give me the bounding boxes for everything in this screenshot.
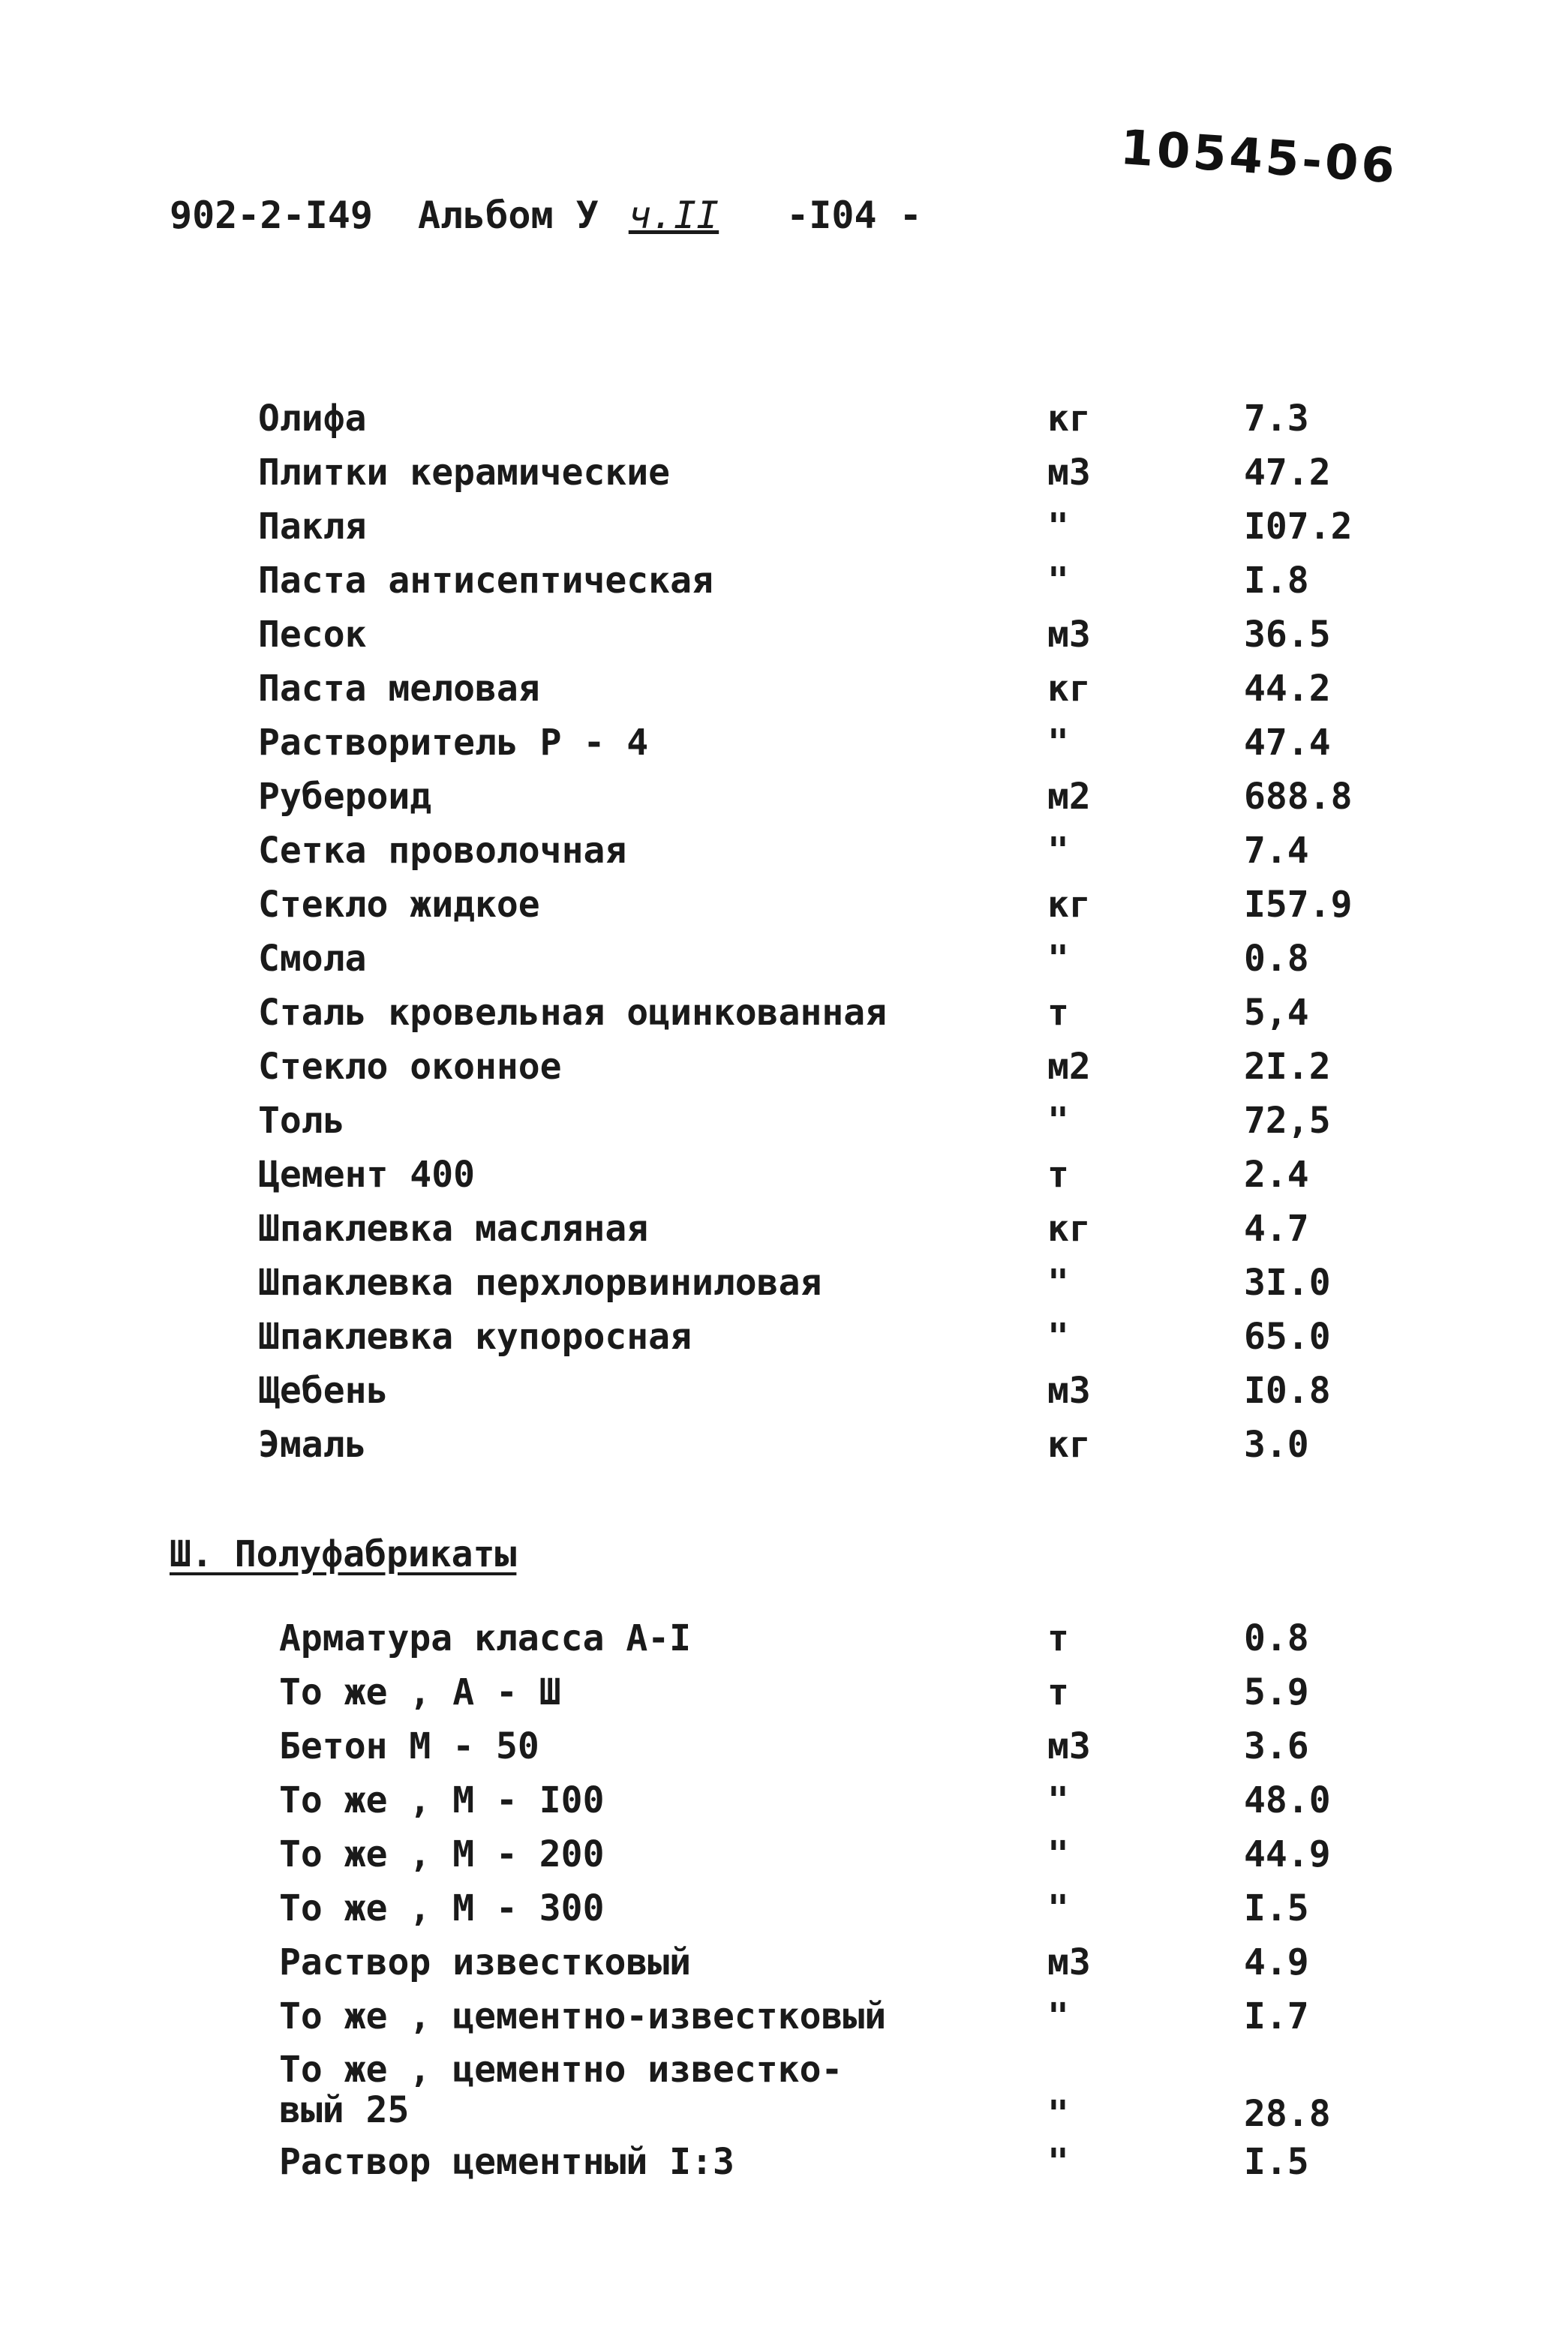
page-header: [170, 194, 922, 237]
list-item: [0, 1827, 1568, 1881]
item-unit: кг: [1047, 398, 1091, 440]
item-value: I07.2: [1244, 506, 1353, 548]
item-value: I0.8: [1244, 1370, 1331, 1412]
item-name: То же , А - Ш: [279, 1671, 561, 1713]
list-item: [0, 1094, 1568, 1148]
item-unit: ": [1047, 722, 1069, 764]
item-value: I57.9: [1244, 884, 1353, 926]
item-unit: м3: [1047, 1370, 1091, 1412]
item-value: 2I.2: [1244, 1046, 1331, 1088]
item-name: То же , М - I00: [279, 1779, 605, 1821]
item-unit: ": [1047, 1779, 1069, 1821]
item-value: 7.3: [1244, 398, 1309, 440]
item-name: Шпаклевка масляная: [258, 1208, 649, 1250]
list-item: [0, 392, 1568, 446]
list-item: [0, 1773, 1568, 1827]
item-name: Сетка проволочная: [258, 830, 627, 872]
item-name: Цемент 400: [258, 1154, 475, 1196]
list-item: [0, 1611, 1568, 1665]
item-name: Растворитель Р - 4: [258, 722, 649, 764]
item-name: Олифа: [258, 398, 367, 440]
item-value: 0.8: [1244, 1617, 1309, 1659]
item-value: 36.5: [1244, 614, 1331, 656]
item-name: То же , цементно-известковый: [279, 1995, 887, 2037]
item-value: 44.2: [1244, 668, 1331, 710]
item-name: То же , цементно известко- вый 25: [279, 2049, 843, 2131]
item-value: 5,4: [1244, 992, 1309, 1034]
item-value: 44.9: [1244, 1833, 1331, 1875]
item-value: 3.0: [1244, 1424, 1309, 1466]
list-item: [0, 554, 1568, 608]
item-unit: ": [1047, 1887, 1069, 1929]
item-name: Стекло жидкое: [258, 884, 540, 926]
item-name: Плитки керамические: [258, 452, 671, 494]
item-unit: м3: [1047, 1941, 1091, 1983]
item-value: 5.9: [1244, 1671, 1309, 1713]
section-title: Ш. Полуфабрикаты: [170, 1533, 517, 1575]
list-item: [0, 500, 1568, 554]
item-unit: т: [1047, 1671, 1069, 1713]
item-value: 48.0: [1244, 1779, 1331, 1821]
item-name: Шпаклевка перхлорвиниловая: [258, 1262, 822, 1304]
item-name: Бетон М - 50: [279, 1725, 539, 1767]
item-unit: т: [1047, 1154, 1069, 1196]
item-unit: ": [1047, 2141, 1069, 2183]
item-name: Стекло оконное: [258, 1046, 562, 1088]
item-name: То же , М - 200: [279, 1833, 605, 1875]
item-name: Арматура класса А-I: [279, 1617, 692, 1659]
item-name: Эмаль: [258, 1424, 367, 1466]
album-label: Альбом У: [417, 194, 599, 237]
list-item: [0, 986, 1568, 1040]
item-value: I.5: [1244, 2141, 1309, 2183]
list-item: [0, 2043, 1568, 2141]
item-name: Паста меловая: [258, 668, 540, 710]
item-name: Раствор цементный I:3: [279, 2141, 734, 2183]
item-value: 2.4: [1244, 1154, 1309, 1196]
list-item: [0, 770, 1568, 824]
item-value: 4.9: [1244, 1941, 1309, 1983]
list-item: [0, 1881, 1568, 1935]
item-name: То же , М - 300: [279, 1887, 605, 1929]
item-value: 47.2: [1244, 452, 1331, 494]
item-name: Сталь кровельная оцинкованная: [258, 992, 888, 1034]
item-value: I.7: [1244, 1995, 1309, 2037]
item-unit: кг: [1047, 1208, 1091, 1250]
list-item: [0, 716, 1568, 770]
list-item: [0, 1202, 1568, 1256]
list-item: [0, 446, 1568, 500]
item-unit: м2: [1047, 1046, 1091, 1088]
item-unit: ": [1047, 560, 1069, 602]
item-value: 4.7: [1244, 1208, 1309, 1250]
item-unit: ": [1047, 1262, 1069, 1304]
item-unit: ": [1047, 1995, 1069, 2037]
item-name: Песок: [258, 614, 367, 656]
page-number: -I04 -: [786, 194, 922, 237]
list-item: [0, 662, 1568, 716]
list-item: [0, 1719, 1568, 1773]
list-item: [0, 1364, 1568, 1418]
list-item: [0, 1310, 1568, 1364]
item-unit: ": [1047, 938, 1069, 980]
item-unit: кг: [1047, 668, 1091, 710]
item-value: 65.0: [1244, 1316, 1331, 1358]
item-name: Щебень: [258, 1370, 389, 1412]
item-value: I.5: [1244, 1887, 1309, 1929]
list-item: [0, 878, 1568, 932]
item-unit: т: [1047, 1617, 1069, 1659]
list-item: [0, 1665, 1568, 1719]
item-name: Рубероид: [258, 776, 432, 818]
handwritten-annotation: 10545-06: [1118, 120, 1400, 195]
item-unit: ": [1047, 1833, 1069, 1875]
item-unit: м3: [1047, 452, 1091, 494]
list-item: [0, 1256, 1568, 1310]
list-item: [0, 824, 1568, 878]
item-unit: ": [1047, 1100, 1069, 1142]
item-value: 7.4: [1244, 830, 1309, 872]
item-name: Раствор известковый: [279, 1941, 692, 1983]
item-name: Толь: [258, 1100, 345, 1142]
item-unit: ": [1047, 830, 1069, 872]
item-name: Паста антисептическая: [258, 560, 713, 602]
list-item: [0, 1418, 1568, 1472]
item-name: Пакля: [258, 506, 367, 548]
item-value: 0.8: [1244, 938, 1309, 980]
item-unit: м3: [1047, 614, 1091, 656]
item-value: 28.8: [1244, 2093, 1331, 2135]
part-label: ч.II: [628, 194, 719, 237]
item-unit: кг: [1047, 1424, 1091, 1466]
list-item: [0, 608, 1568, 662]
item-value: I.8: [1244, 560, 1309, 602]
item-name: Шпаклевка купоросная: [258, 1316, 692, 1358]
project-code: 902-2-I49: [170, 194, 373, 237]
item-unit: м3: [1047, 1725, 1091, 1767]
list-item: [0, 1989, 1568, 2043]
list-item: [0, 2135, 1568, 2189]
item-value: 72,5: [1244, 1100, 1331, 1142]
item-unit: ": [1047, 2093, 1069, 2135]
item-value: 688.8: [1244, 776, 1353, 818]
item-unit: кг: [1047, 884, 1091, 926]
list-item: [0, 1040, 1568, 1094]
item-value: 3.6: [1244, 1725, 1309, 1767]
item-value: 3I.0: [1244, 1262, 1331, 1304]
item-value: 47.4: [1244, 722, 1331, 764]
item-unit: м2: [1047, 776, 1091, 818]
list-item: [0, 1935, 1568, 1989]
item-unit: ": [1047, 1316, 1069, 1358]
list-item: [0, 932, 1568, 986]
item-unit: т: [1047, 992, 1069, 1034]
list-item: [0, 1148, 1568, 1202]
item-name: Смола: [258, 938, 367, 980]
item-unit: ": [1047, 506, 1069, 548]
